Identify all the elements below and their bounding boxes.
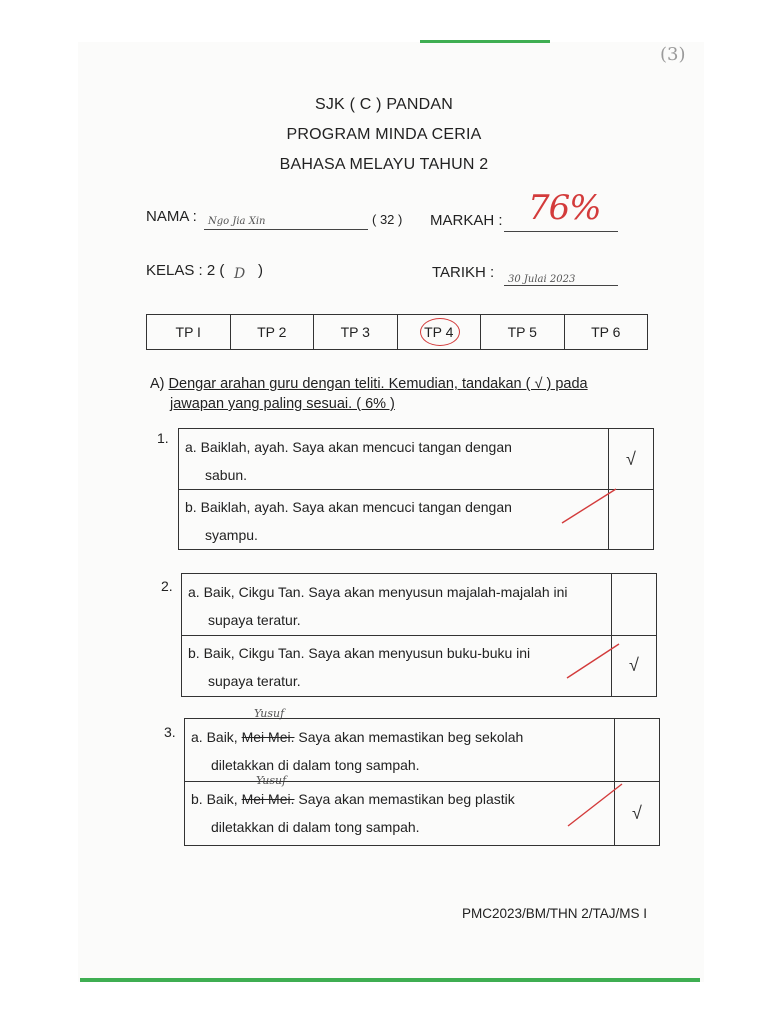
kelas-value: D [234,266,246,282]
question-number: 1. [157,430,169,446]
check-box[interactable]: √ [608,429,653,489]
tarikh-label: TARIKH : [432,264,495,281]
markah-underline [504,231,618,232]
check-box[interactable] [611,574,656,635]
tp-label: TP 6 [591,324,621,340]
tp-cell [481,315,565,349]
option-line: supaya teratur. [208,612,301,628]
instruction-block [150,374,650,414]
option-rest: Saya akan memastikan beg sekolah [294,729,524,745]
red-tick-mark [565,640,625,680]
check-box[interactable]: √ [611,635,656,696]
bottom-green-strip [80,978,700,982]
option-rest: Saya akan memastikan beg plastik [294,791,515,807]
option-line: a. Baik, Cikgu Tan. Saya akan menyusun majalah-majalah ini [188,584,568,600]
corner-note: (3) [660,44,686,65]
tp-level-table [146,314,648,350]
instruction-line-1: Dengar arahan guru dengan teliti. Kemudian, tandakan ( √ ) pada [168,376,588,392]
nama-label: NAMA : [146,208,197,225]
answer-option[interactable] [182,574,656,636]
tp-label: TP 2 [257,324,287,340]
answer-option[interactable] [185,719,659,782]
tp-cell [314,315,398,349]
option-line: a. Baiklah, ayah. Saya akan mencuci tangan dengan [185,439,512,455]
section-prefix: A) [150,376,165,392]
option-text [185,433,512,489]
score-mark: 76% [528,188,601,228]
student-number: ( 32 ) [372,212,403,227]
page-footer: PMC2023/BM/THN 2/TAJ/MS I [462,906,648,921]
option-text [191,785,515,841]
tp-cell [565,315,648,349]
question-number: 2. [161,578,173,594]
handwritten-correction: Yusuf [254,707,285,720]
tp-label: TP 3 [340,324,370,340]
tp-cell [147,315,231,349]
selected-circle [420,318,460,346]
option-text [185,493,512,549]
option-text [188,639,530,695]
tarikh-value: 30 Julai 2023 [508,274,576,285]
answer-option[interactable] [179,429,653,490]
option-line: diletakkan di dalam tong sampah. [211,819,420,835]
school-title: SJK ( C ) PANDAN [314,96,454,113]
tp-cell [231,315,315,349]
tp-cell-selected [398,315,482,349]
markah-label: MARKAH : [430,212,503,229]
option-prefix: a. Baik, [191,729,238,745]
question-number: 3. [164,724,176,740]
red-tick-mark [566,780,626,830]
subject-title: BAHASA MELAYU TAHUN 2 [279,156,489,173]
nama-value: Ngo Jia Xin [208,216,266,227]
top-green-strip [420,40,550,43]
option-line: b. Baik, Cikgu Tan. Saya akan menyusun buku-buku ini [188,645,531,661]
tp-label: TP I [175,324,201,340]
option-line: syampu. [205,527,258,543]
red-tick-mark [560,485,620,525]
kelas-close: ) [258,262,263,279]
option-prefix: b. Baik, [191,791,238,807]
tarikh-underline [504,285,618,286]
kelas-label: KELAS : 2 ( [146,262,225,279]
option-line: b. Baiklah, ayah. Saya akan mencuci tangan dengan [185,499,512,515]
check-box[interactable] [614,719,659,781]
instruction-line-2: jawapan yang paling sesuai. ( 6% ) [170,396,395,412]
tp-label: TP 5 [507,324,537,340]
nama-underline [204,229,368,230]
option-line: diletakkan di dalam tong sampah. [211,757,420,773]
option-text [188,578,568,634]
check-box[interactable]: √ [614,781,659,845]
option-line: supaya teratur. [208,673,301,689]
option-line: sabun. [205,467,248,483]
handwritten-correction: Yusuf [256,774,287,787]
program-title: PROGRAM MINDA CERIA [286,126,482,143]
tp-label: TP 4 [424,324,454,340]
option-text [191,723,523,779]
struck-name: Mei Mei. [241,791,295,807]
struck-name: Mei Mei. [241,729,295,745]
